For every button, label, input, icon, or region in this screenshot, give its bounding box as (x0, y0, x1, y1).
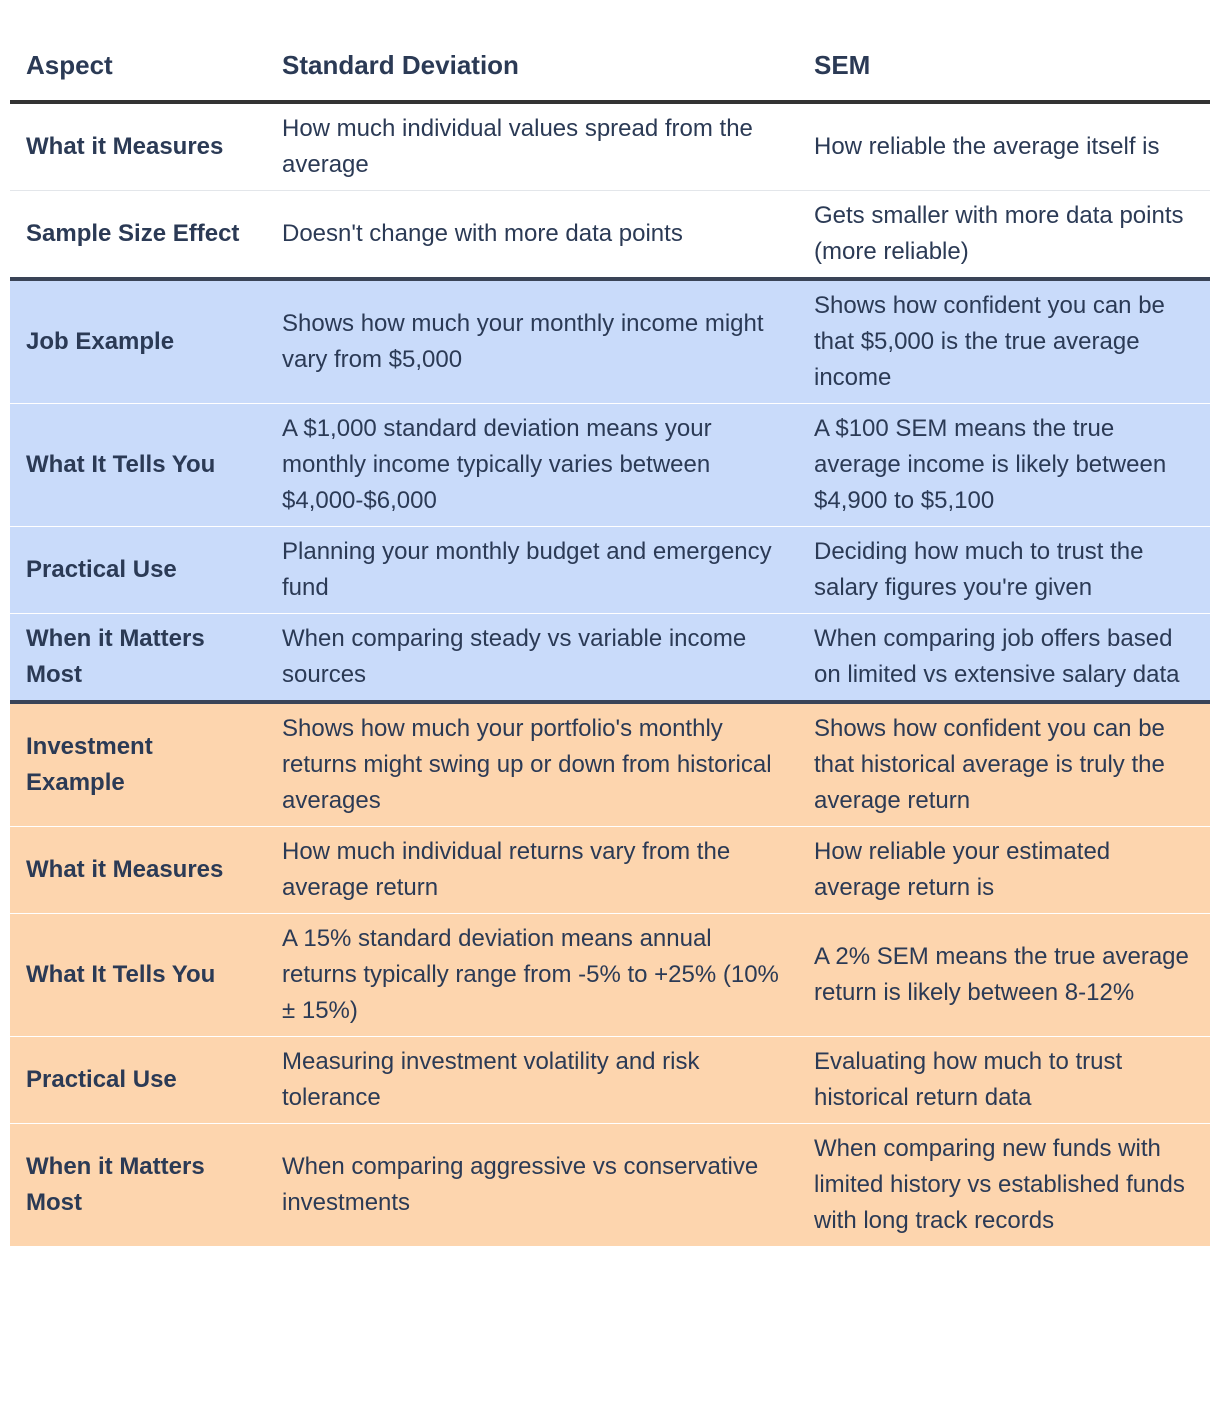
aspect-cell: Practical Use (10, 1037, 266, 1124)
aspect-cell: Sample Size Effect (10, 191, 266, 280)
aspect-cell: What It Tells You (10, 404, 266, 527)
sd-cell: When comparing aggressive vs conservative investments (266, 1124, 798, 1247)
sd-cell: How much individual returns vary from the average return (266, 827, 798, 914)
sd-cell: When comparing steady vs variable income sources (266, 614, 798, 703)
sd-cell: Doesn't change with more data points (266, 191, 798, 280)
header-standard-deviation: Standard Deviation (266, 30, 798, 102)
table-header (10, 30, 1210, 102)
table-row (10, 1124, 1210, 1247)
aspect-cell: What it Measures (10, 102, 266, 191)
table-row (10, 102, 1210, 191)
aspect-cell: Job Example (10, 279, 266, 404)
aspect-cell: When it Matters Most (10, 614, 266, 703)
sem-cell: When comparing new funds with limited history vs established funds with long track records (798, 1124, 1210, 1247)
table-row (10, 914, 1210, 1037)
header-aspect: Aspect (10, 30, 266, 102)
comparison-table-container (10, 30, 1210, 1246)
sem-cell: How reliable the average itself is (798, 102, 1210, 191)
sd-cell: A 15% standard deviation means annual returns typically range from -5% to +25% (10% ± 15%) (266, 914, 798, 1037)
sd-cell: Planning your monthly budget and emergency fund (266, 527, 798, 614)
sem-cell: Shows how confident you can be that $5,000 is the true average income (798, 279, 1210, 404)
header-sem: SEM (798, 30, 1210, 102)
sd-cell: Measuring investment volatility and risk tolerance (266, 1037, 798, 1124)
sem-cell: A $100 SEM means the true average income is likely between $4,900 to $5,100 (798, 404, 1210, 527)
aspect-cell: What it Measures (10, 827, 266, 914)
sd-cell: Shows how much your monthly income might vary from $5,000 (266, 279, 798, 404)
table-row (10, 404, 1210, 527)
table-row (10, 279, 1210, 404)
sd-cell: A $1,000 standard deviation means your monthly income typically varies between $4,000-$6,000 (266, 404, 798, 527)
table-body (10, 102, 1210, 1246)
aspect-cell: Practical Use (10, 527, 266, 614)
sem-cell: A 2% SEM means the true average return is likely between 8-12% (798, 914, 1210, 1037)
table-row (10, 827, 1210, 914)
table-row (10, 1037, 1210, 1124)
aspect-cell: Investment Example (10, 702, 266, 827)
sem-cell: Gets smaller with more data points (more reliable) (798, 191, 1210, 280)
table-row (10, 191, 1210, 280)
aspect-cell: What It Tells You (10, 914, 266, 1037)
sem-cell: How reliable your estimated average return is (798, 827, 1210, 914)
sem-cell: Evaluating how much to trust historical return data (798, 1037, 1210, 1124)
sem-cell: Shows how confident you can be that historical average is truly the average return (798, 702, 1210, 827)
sd-cell: How much individual values spread from the average (266, 102, 798, 191)
sd-cell: Shows how much your portfolio's monthly returns might swing up or down from historical averages (266, 702, 798, 827)
table-row (10, 614, 1210, 703)
table-row (10, 702, 1210, 827)
sem-cell: Deciding how much to trust the salary figures you're given (798, 527, 1210, 614)
table-row (10, 527, 1210, 614)
header-row (10, 30, 1210, 102)
aspect-cell: When it Matters Most (10, 1124, 266, 1247)
sem-cell: When comparing job offers based on limited vs extensive salary data (798, 614, 1210, 703)
comparison-table (10, 30, 1210, 1246)
